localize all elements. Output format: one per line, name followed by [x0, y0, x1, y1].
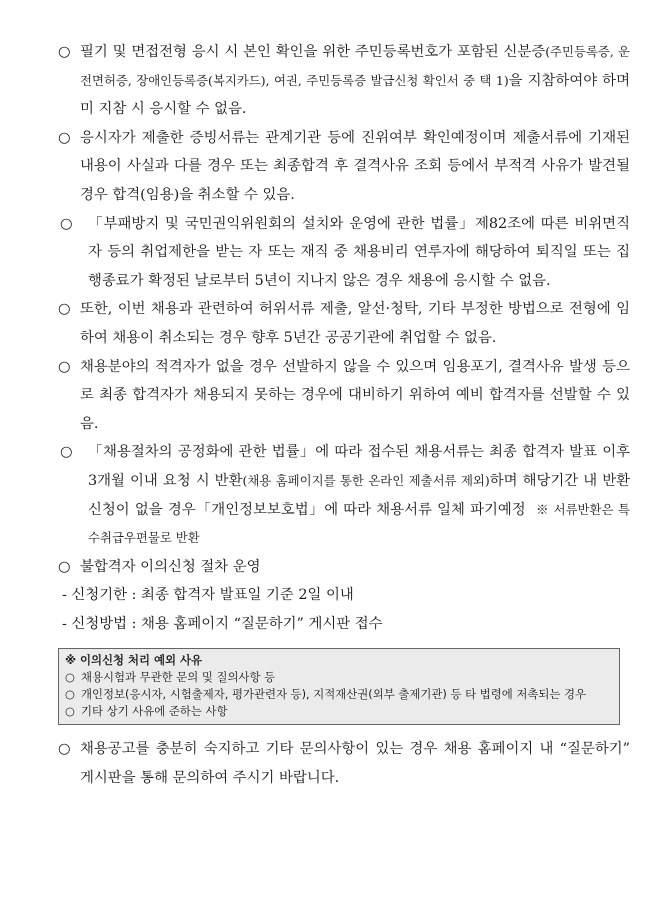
exception-box-title: ※ 이의신청 처리 예외 사유 [65, 653, 202, 668]
return-note: ※ 서류반환은 특수취급우편물로 반환 [88, 501, 630, 546]
notice-item-document-verification: ○ 응시자가 제출한 증빙서류는 관계기관 등에 진위여부 확인예정이며 제출서류에 기재된 내용이 사실과 다를 경우 또는 최종합격 후 결격사유 조회 등에서 부적격 사유가 발견될 경우 합격(임용)을 취소할 수 있음. [58, 124, 630, 210]
bullet-circle-icon: ○ [58, 129, 71, 146]
objection-method: - 신청방법 : 채용 홈페이지 “질문하기” 게시판 접수 [62, 615, 383, 632]
bullet-circle-icon: ○ [58, 44, 71, 60]
notice-item-id-card: ○ 필기 및 면접전형 응시 시 본인 확인을 위한 주민등록번호가 포함된 신분증(주민등록증, 운전면허증, 장애인등록증(복지카드), 여권, 주민등록증 발급신청 확인서 중 택 1)을 지참하여야 하며 미 지참 시 응시할 수 없음. [58, 38, 630, 124]
bullet-circle-icon: ○ [58, 741, 71, 758]
bullet-circle-icon: ○ [65, 670, 75, 685]
bullet-circle-icon: ○ [60, 444, 73, 461]
exception-row: ○ 기타 상기 사유에 준하는 사항 [65, 704, 228, 719]
notice-item-inquiry: ○ 채용공고를 충분히 숙지하고 기타 문의사항이 있는 경우 채용 홈페이지 내 “질문하기” 게시판을 통해 문의하여 주시기 바랍니다. [58, 735, 630, 792]
notice-item-document-return: ○ 「채용절차의 공정화에 관한 법률」에 따라 접수된 채용서류는 최종 합격자 발표 이후 3개월 이내 요청 시 반환(채용 홈페이지를 통한 온라인 제출서류 제외)하며 해당기간 내 반환신청이 없을 경우「개인정보보호법」에 따라 채용서류 일체 파기예정 ※ 서류반환은 특수취급우편물로 반환 [58, 438, 630, 552]
bullet-circle-icon: ○ [58, 558, 71, 575]
bullet-circle-icon: ○ [65, 687, 75, 702]
notice-item-employment-restriction: ○ 「부패방지 및 국민권익위원회의 설치와 운영에 관한 법률」제82조에 따른 비위면직자 등의 취업제한을 받는 자 또는 재직 중 채용비리 연루자에 해당하여 퇴직일 또는 집행종료가 확정된 날로부터 5년이 지나지 않은 경우 채용에 응시할 수 없음. [58, 210, 630, 296]
exception-row: ○ 채용시험과 무관한 문의 및 질의사항 등 [65, 670, 276, 685]
notice-item-objection-procedure: ○ 불합격자 이의신청 절차 운영 [58, 553, 630, 582]
bullet-circle-icon: ○ [60, 215, 73, 232]
bullet-circle-icon: ○ [65, 704, 75, 719]
notice-item-fraud-cancellation: ○ 또한, 이번 채용과 관련하여 허위서류 제출, 알선·청탁, 기타 부정한 방법으로 전형에 임하여 채용이 취소되는 경우 향후 5년간 공공기관에 취업할 수 없음. [58, 295, 630, 352]
objection-deadline: - 신청기한 : 최종 합격자 발표일 기준 2일 이내 [62, 587, 354, 604]
notice-item-reserve-candidates: ○ 채용분야의 적격자가 없을 경우 선발하지 않을 수 있으며 임용포기, 결격사유 발생 등으로 최종 합격자가 채용되지 못하는 경우에 대비하기 위하여 예비 합격자를 선발할 수 있음. [58, 353, 630, 439]
bullet-circle-icon: ○ [58, 358, 71, 375]
exception-box [58, 648, 620, 725]
exception-row: ○ 개인정보(응시자, 시험출제자, 평가관련자 등), 지적재산권(외부 출제기관) 등 타 법령에 저촉되는 경우 [65, 687, 586, 702]
bullet-circle-icon: ○ [58, 301, 71, 318]
